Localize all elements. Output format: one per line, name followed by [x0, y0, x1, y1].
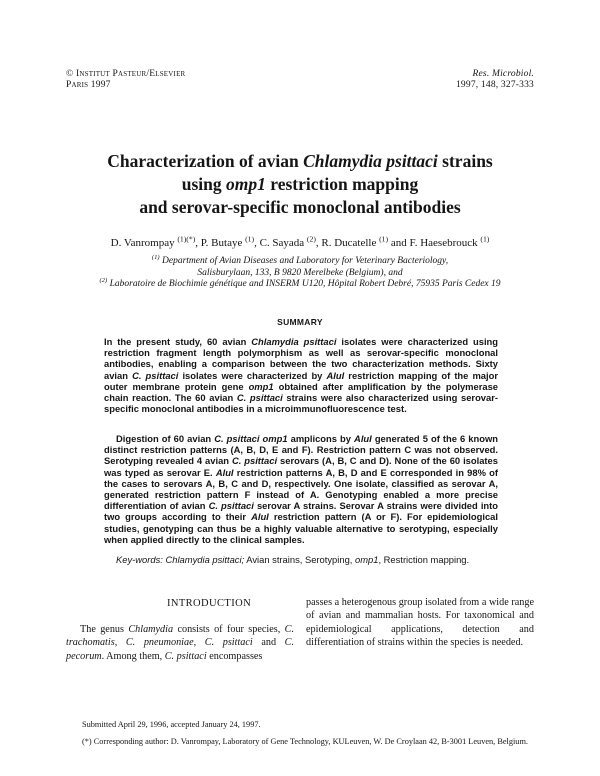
- author-name: R. Ducatelle: [321, 237, 377, 249]
- affiliation-2: [40, 276, 560, 291]
- author-separator: ,: [254, 237, 260, 249]
- intro-text: and: [252, 637, 285, 649]
- summary-italic: C. psittaci: [231, 455, 278, 467]
- summary-italic: C. psittaci: [208, 500, 254, 512]
- summary-italic: omp1: [248, 380, 274, 392]
- summary-text: obtained after amplification by the polymerase chain reaction. The 60 avian: [104, 380, 499, 404]
- summary-italic: AluI: [251, 511, 269, 523]
- intro-text: consists of four species,: [173, 624, 285, 635]
- affiliation-mark: (2): [99, 276, 108, 284]
- author-name: C. Sayada: [259, 237, 305, 249]
- citation: 1997, 148, 327-333: [455, 80, 534, 90]
- intro-italic: C. trachomatis: [66, 624, 294, 649]
- correspondence-note: (*) Corresponding author: D. Vanrompay, Laboratory of Gene Technology, KULeuven, W. De Croylaan 42, B-3001 Leuven, Belgium.: [82, 737, 528, 746]
- author-mark: (1): [379, 234, 389, 244]
- intro-italic: C. psittaci: [164, 650, 207, 662]
- intro-italic: C. pecorum: [66, 637, 295, 662]
- intro-italic: C. psittaci: [204, 637, 253, 649]
- journal-name: Res. Microbiol.: [472, 69, 534, 79]
- title-text: using: [181, 174, 227, 194]
- summary-paragraph-2: [104, 433, 498, 545]
- summary-italic: AluI: [215, 466, 234, 478]
- summary-italic: C. psittaci: [236, 392, 283, 404]
- author-name: P. Butaye: [200, 237, 243, 249]
- summary-italic: C. psittaci omp1: [214, 433, 288, 444]
- intro-text: The genus: [80, 624, 129, 635]
- title-line-1: [40, 150, 560, 173]
- author-name: D. Vanrompay: [110, 237, 175, 249]
- intro-text: encompasses: [206, 650, 263, 662]
- summary-italic: AluI: [326, 369, 345, 381]
- summary-text: isolates were characterized using restriction fragment length polymorphism as well as serovar-specific monoclonal antibodies, enabling a comparison between the two characterization methods. Sixty avian: [104, 336, 498, 381]
- intro-italic: Chlamydia: [128, 624, 174, 635]
- running-header-left: [66, 69, 185, 91]
- keywords-label: Key-words:: [116, 554, 163, 565]
- keywords: [104, 554, 498, 565]
- affiliation-text: Department of Avian Diseases and Laboratory for Veterinary Bacteriology,: [159, 256, 449, 266]
- summary-italic: C. psittaci: [132, 369, 179, 381]
- title-text: strains: [437, 151, 493, 171]
- summary-italic: Chlamydia psittaci: [251, 336, 337, 347]
- intro-text: ,: [193, 637, 205, 649]
- summary-text: isolates were characterized by: [178, 369, 327, 381]
- summary-text: restriction mapping of the major outer membrane protein gene: [104, 369, 498, 392]
- author-list: [40, 234, 560, 250]
- affiliation-mark: (1): [151, 253, 160, 261]
- introduction-heading: INTRODUCTION: [166, 598, 252, 609]
- summary-italic: AluI: [354, 433, 372, 444]
- author-mark: (1): [245, 234, 255, 244]
- summary-text: generated 5 of the 6 known distinct restriction patterns (A, B, D, E and F). Restriction pattern C was not observed. Serotyping revealed 4 avian: [104, 433, 498, 467]
- title-line-3: and serovar-specific monoclonal antibodies: [139, 197, 461, 217]
- summary-heading: SUMMARY: [277, 317, 323, 327]
- keyword-text: , Restriction mapping.: [378, 554, 470, 565]
- summary-text: restriction pattern (A or F). For epidemiological studies, genotyping can thus be a highly valuable alternative to serotyping, especially when applied directly to the clinical samples.: [104, 511, 498, 545]
- author-separator: and: [388, 237, 410, 249]
- author-separator: ,: [315, 237, 322, 249]
- keyword-text: Avian strains, Serotyping,: [244, 554, 355, 565]
- introduction-right-column: passes a heterogenous group isolated from a wide range of avian and mammalian hosts. For taxonomical and epidemiological applications, detection and differentiation of strains within the species is needed.: [306, 597, 534, 648]
- summary-text: serovars (A, B, C and D). None of the 60 isolates was typed as serovar E.: [104, 455, 498, 478]
- author-mark: (2): [306, 234, 316, 244]
- summary-text: Digestion of 60 avian: [116, 433, 215, 444]
- title-gene: omp1: [226, 174, 266, 194]
- author-mark: (1): [480, 234, 490, 244]
- summary-text: strains were also characterized using serovar-specific monoclonal antibodies in a microimmunofluorescence test.: [104, 392, 499, 415]
- affiliations: [40, 253, 560, 291]
- keyword-gene: omp1: [355, 554, 379, 565]
- summary-text: restriction patterns A, B, D and E corresponded in 98% of the cases to serovars A, B, C and D, respectively. One isolate, classified as serovar A, generated restriction pattern F instead of A. Genotyping enabled a more precise differentiation of avian: [104, 466, 498, 512]
- title-line-2: [40, 173, 560, 196]
- running-header-right: [420, 69, 534, 91]
- title-species: Chlamydia psittaci: [303, 151, 438, 171]
- intro-text: ,: [114, 637, 126, 649]
- affiliation-1-address: Salisburylaan, 133, B 9820 Merelbeke (Belgium), and: [197, 267, 403, 278]
- place-year-line: Paris 1997: [66, 80, 111, 90]
- title-text: Characterization of avian: [107, 151, 304, 171]
- author-name: F. Haesebrouck: [409, 237, 478, 249]
- summary-paragraph-1: [104, 336, 498, 414]
- summary-text: In the present study, 60 avian: [104, 336, 252, 347]
- intro-italic: C. pneumoniae: [125, 637, 194, 649]
- article-title: [40, 150, 560, 219]
- title-text: restriction mapping: [265, 174, 419, 194]
- intro-text: . Among them,: [101, 650, 165, 662]
- author-mark: (1)(*): [177, 234, 196, 244]
- author-separator: ,: [195, 237, 201, 249]
- affiliation-text: Laboratoire de Biochimie génétique and INSERM U120, Hôpital Robert Debré, 75935 Paris Cedex 19: [107, 279, 501, 289]
- keyword-species: Chlamydia psittaci;: [162, 554, 245, 565]
- introduction-left-column: [66, 623, 294, 663]
- summary-text: serovar A strains. Serovar A strains were divided into two groups according to their: [104, 500, 498, 523]
- summary-text: amplicons by: [287, 433, 355, 444]
- affiliation-1: [40, 253, 560, 268]
- submission-note: Submitted April 29, 1996, accepted January 24, 1997.: [82, 720, 261, 729]
- publisher-line: © Institut Pasteur/Elsevier: [66, 69, 186, 79]
